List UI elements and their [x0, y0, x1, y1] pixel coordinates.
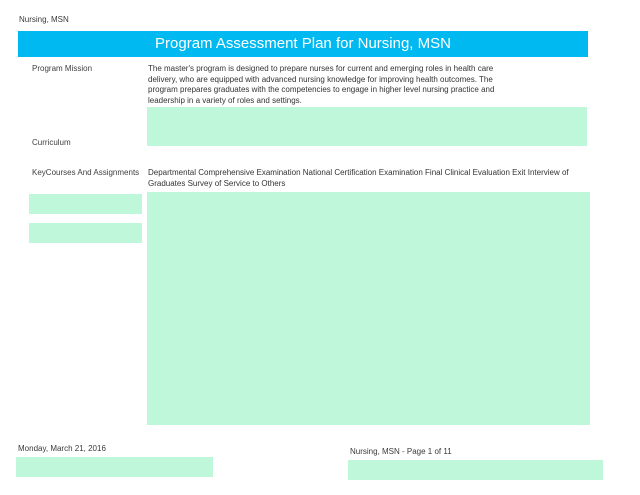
- course-form-field-1[interactable]: [29, 194, 142, 214]
- course-form-field-2[interactable]: [29, 223, 142, 243]
- curriculum-label: Curriculum: [32, 138, 71, 147]
- program-mission-text: The master's program is designed to prepare nurses for current and emerging roles in health care delivery, who are equipped with advanced nursing knowledge for improving health outcomes. The program prepares graduates with the competencies to engage in higher level nursing practice and leadership in a variety of roles and settings.: [148, 64, 495, 105]
- footer-page-info: Nursing, MSN - Page 1 of 11: [350, 447, 452, 456]
- key-courses-text: Departmental Comprehensive Examination National Certification Examination Final Clinical Evaluation Exit Interview of Graduates Survey of Service to Others: [148, 168, 569, 188]
- program-mission-label: Program Mission: [32, 64, 93, 73]
- footer-date-form-field[interactable]: [16, 457, 213, 477]
- mission-form-field[interactable]: [147, 107, 587, 146]
- header-program-label: Nursing, MSN: [19, 15, 69, 24]
- page-title: Program Assessment Plan for Nursing, MSN: [18, 31, 588, 57]
- footer-date: Monday, March 21, 2016: [18, 444, 106, 453]
- key-courses-label: KeyCourses And Assignments: [32, 168, 140, 177]
- assignments-form-field[interactable]: [147, 192, 590, 425]
- footer-page-form-field[interactable]: [348, 460, 603, 480]
